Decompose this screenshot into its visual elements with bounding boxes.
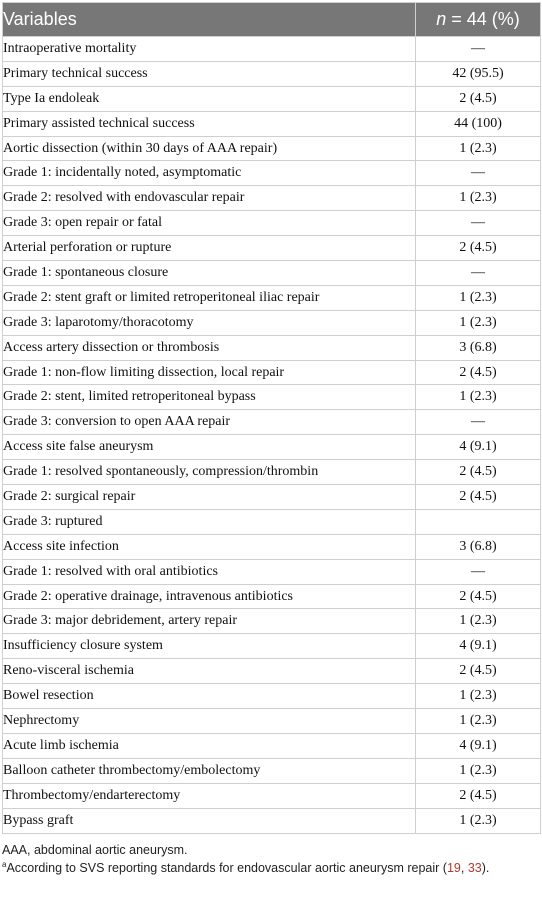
row-value: 2 (4.5) bbox=[416, 485, 541, 510]
row-label: Thrombectomy/endarterectomy bbox=[3, 783, 416, 808]
row-label: Grade 3: major debridement, artery repair bbox=[3, 609, 416, 634]
row-label: Grade 2: resolved with endovascular repair bbox=[3, 186, 416, 211]
row-label: Bypass graft bbox=[3, 808, 416, 833]
table-row bbox=[3, 211, 541, 236]
row-label: Grade 2: stent, limited retroperitoneal bypass bbox=[3, 385, 416, 410]
table-row bbox=[3, 460, 541, 485]
complications-table bbox=[2, 2, 541, 834]
row-value: 4 (9.1) bbox=[416, 733, 541, 758]
row-value: 1 (2.3) bbox=[416, 684, 541, 709]
table-row bbox=[3, 360, 541, 385]
row-value: 1 (2.3) bbox=[416, 285, 541, 310]
row-label: Insufficiency closure system bbox=[3, 634, 416, 659]
row-label: Grade 2: surgical repair bbox=[3, 485, 416, 510]
row-label: Primary assisted technical success bbox=[3, 111, 416, 136]
row-label: Primary technical success bbox=[3, 61, 416, 86]
table-row bbox=[3, 285, 541, 310]
table-row bbox=[3, 385, 541, 410]
table-row bbox=[3, 709, 541, 734]
row-value: 1 (2.3) bbox=[416, 709, 541, 734]
row-value: 1 (2.3) bbox=[416, 186, 541, 211]
row-label: Access site false aneurysm bbox=[3, 435, 416, 460]
row-value: 3 (6.8) bbox=[416, 335, 541, 360]
header-count bbox=[416, 3, 541, 37]
table-row bbox=[3, 758, 541, 783]
row-value: 1 (2.3) bbox=[416, 808, 541, 833]
table-row bbox=[3, 136, 541, 161]
row-label: Acute limb ischemia bbox=[3, 733, 416, 758]
row-value: 4 (9.1) bbox=[416, 634, 541, 659]
row-value: 2 (4.5) bbox=[416, 460, 541, 485]
row-label: Grade 1: resolved spontaneously, compression/thrombin bbox=[3, 460, 416, 485]
row-label: Grade 2: stent graft or limited retroperitoneal iliac repair bbox=[3, 285, 416, 310]
table-row bbox=[3, 310, 541, 335]
row-label: Arterial perforation or rupture bbox=[3, 236, 416, 261]
row-value: 1 (2.3) bbox=[416, 609, 541, 634]
table-row bbox=[3, 86, 541, 111]
reference-link-33[interactable]: 33 bbox=[467, 861, 482, 875]
table-row bbox=[3, 659, 541, 684]
table-row bbox=[3, 783, 541, 808]
table-row bbox=[3, 609, 541, 634]
table-row bbox=[3, 733, 541, 758]
table-row bbox=[3, 37, 541, 62]
row-label: Grade 3: open repair or fatal bbox=[3, 211, 416, 236]
row-value: 3 (6.8) bbox=[416, 534, 541, 559]
row-label: Bowel resection bbox=[3, 684, 416, 709]
footnote-close: ). bbox=[481, 861, 490, 875]
row-value: 2 (4.5) bbox=[416, 236, 541, 261]
row-label: Intraoperative mortality bbox=[3, 37, 416, 62]
table-row bbox=[3, 161, 541, 186]
row-label: Grade 3: conversion to open AAA repair bbox=[3, 410, 416, 435]
row-label: Grade 3: laparotomy/thoracotomy bbox=[3, 310, 416, 335]
table-row bbox=[3, 485, 541, 510]
row-value: — bbox=[416, 559, 541, 584]
row-value bbox=[416, 509, 541, 534]
row-label: Reno-visceral ischemia bbox=[3, 659, 416, 684]
row-label: Aortic dissection (within 30 days of AAA repair) bbox=[3, 136, 416, 161]
row-value: 1 (2.3) bbox=[416, 385, 541, 410]
table-row bbox=[3, 559, 541, 584]
row-value: 2 (4.5) bbox=[416, 659, 541, 684]
table-row bbox=[3, 634, 541, 659]
table-row bbox=[3, 584, 541, 609]
table-row bbox=[3, 808, 541, 833]
footnote-standards bbox=[2, 858, 540, 878]
row-value: 2 (4.5) bbox=[416, 86, 541, 111]
table-header-row bbox=[3, 3, 541, 37]
row-label: Type Ia endoleak bbox=[3, 86, 416, 111]
row-label: Grade 1: non-flow limiting dissection, local repair bbox=[3, 360, 416, 385]
row-value: — bbox=[416, 37, 541, 62]
row-value: 2 (4.5) bbox=[416, 360, 541, 385]
row-label: Grade 1: spontaneous closure bbox=[3, 261, 416, 286]
footnote-text: According to SVS reporting standards for endovascular aortic aneurysm repair ( bbox=[6, 861, 447, 875]
header-n-total: = 44 (%) bbox=[446, 9, 520, 29]
row-label: Grade 1: resolved with oral antibiotics bbox=[3, 559, 416, 584]
row-value: 1 (2.3) bbox=[416, 758, 541, 783]
row-value: — bbox=[416, 161, 541, 186]
table-row bbox=[3, 534, 541, 559]
row-value: 2 (4.5) bbox=[416, 584, 541, 609]
table-row bbox=[3, 435, 541, 460]
footnote-marker: a bbox=[2, 859, 7, 869]
table-row bbox=[3, 61, 541, 86]
row-label: Nephrectomy bbox=[3, 709, 416, 734]
row-value: 4 (9.1) bbox=[416, 435, 541, 460]
row-value: 1 (2.3) bbox=[416, 136, 541, 161]
row-value: — bbox=[416, 410, 541, 435]
table-row bbox=[3, 261, 541, 286]
row-value: 1 (2.3) bbox=[416, 310, 541, 335]
table-row bbox=[3, 111, 541, 136]
footnote-abbreviation: AAA, abdominal aortic aneurysm. bbox=[2, 843, 188, 857]
table-row bbox=[3, 684, 541, 709]
row-value: — bbox=[416, 211, 541, 236]
row-label: Grade 1: incidentally noted, asymptomatic bbox=[3, 161, 416, 186]
row-value: — bbox=[416, 261, 541, 286]
table-body bbox=[3, 37, 541, 834]
table-row bbox=[3, 186, 541, 211]
row-value: 2 (4.5) bbox=[416, 783, 541, 808]
row-label: Balloon catheter thrombectomy/embolectomy bbox=[3, 758, 416, 783]
table-row bbox=[3, 410, 541, 435]
table-row bbox=[3, 335, 541, 360]
row-value: 42 (95.5) bbox=[416, 61, 541, 86]
footnote-separator: , bbox=[460, 861, 468, 875]
table-row bbox=[3, 236, 541, 261]
header-n: n bbox=[436, 9, 447, 29]
row-label: Grade 2: operative drainage, intravenous antibiotics bbox=[3, 584, 416, 609]
header-variables: Variables bbox=[3, 3, 416, 37]
row-value: 44 (100) bbox=[416, 111, 541, 136]
row-label: Grade 3: ruptured bbox=[3, 509, 416, 534]
row-label: Access site infection bbox=[3, 534, 416, 559]
reference-link-19[interactable]: 19 bbox=[446, 861, 461, 875]
table-row bbox=[3, 509, 541, 534]
row-label: Access artery dissection or thrombosis bbox=[3, 335, 416, 360]
